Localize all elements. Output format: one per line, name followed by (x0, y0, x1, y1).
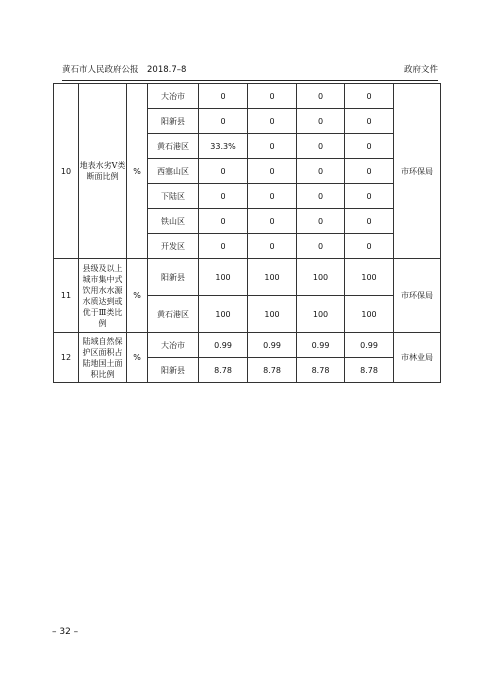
responsible-department: 市环保局 (394, 84, 441, 259)
table-body (54, 84, 441, 383)
value-cell: 0 (345, 134, 394, 159)
table-row (54, 333, 441, 358)
region-name: 黄石港区 (148, 134, 199, 159)
row-number: 12 (54, 333, 79, 383)
value-cell: 0 (199, 159, 248, 184)
indicator-name: 陆域自然保护区面积占陆地国土面积比例 (79, 333, 127, 383)
value-cell: 8.78 (297, 358, 345, 383)
value-cell: 0 (345, 209, 394, 234)
region-name: 大冶市 (148, 333, 199, 358)
region-name: 黄石港区 (148, 296, 199, 333)
table-row (54, 259, 441, 296)
page-header (62, 63, 438, 77)
unit: % (127, 333, 148, 383)
value-cell: 0 (345, 159, 394, 184)
value-cell: 0 (199, 109, 248, 134)
value-cell: 0 (248, 209, 297, 234)
value-cell: 0 (345, 234, 394, 259)
header-title: 黄石市人民政府公报 2018.7–8 (62, 65, 187, 75)
value-cell: 0.99 (345, 333, 394, 358)
indicator-table (53, 83, 441, 383)
value-cell: 0 (199, 234, 248, 259)
value-cell: 0 (199, 84, 248, 109)
value-cell: 0.99 (199, 333, 248, 358)
value-cell: 0 (248, 84, 297, 109)
value-cell: 0 (345, 109, 394, 134)
value-cell: 100 (345, 296, 394, 333)
value-cell: 0 (297, 184, 345, 209)
unit: % (127, 259, 148, 333)
region-name: 下陆区 (148, 184, 199, 209)
value-cell: 100 (248, 296, 297, 333)
responsible-department: 市林业局 (394, 333, 441, 383)
value-cell: 100 (297, 296, 345, 333)
region-name: 阳新县 (148, 109, 199, 134)
value-cell: 0 (248, 234, 297, 259)
value-cell: 0.99 (248, 333, 297, 358)
page-number: – 32 – (52, 627, 79, 637)
region-name: 铁山区 (148, 209, 199, 234)
indicator-name: 地表水劣Ⅴ类断面比例 (79, 84, 127, 259)
region-name: 西塞山区 (148, 159, 199, 184)
row-number: 11 (54, 259, 79, 333)
row-number: 10 (54, 84, 79, 259)
value-cell: 0 (248, 134, 297, 159)
value-cell: 0 (297, 134, 345, 159)
region-name: 阳新县 (148, 358, 199, 383)
table-row (54, 84, 441, 109)
value-cell: 100 (199, 259, 248, 296)
value-cell: 8.78 (199, 358, 248, 383)
header-divider (62, 80, 438, 81)
value-cell: 0 (248, 159, 297, 184)
value-cell: 0 (345, 184, 394, 209)
value-cell: 0 (248, 184, 297, 209)
value-cell: 0 (297, 109, 345, 134)
region-name: 阳新县 (148, 259, 199, 296)
value-cell: 100 (199, 296, 248, 333)
responsible-department: 市环保局 (394, 259, 441, 333)
value-cell: 0 (297, 209, 345, 234)
value-cell: 0 (248, 109, 297, 134)
region-name: 大冶市 (148, 84, 199, 109)
header-section: 政府文件 (403, 65, 438, 75)
value-cell: 0 (345, 84, 394, 109)
value-cell: 0 (199, 209, 248, 234)
value-cell: 100 (345, 259, 394, 296)
value-cell: 0.99 (297, 333, 345, 358)
region-name: 开发区 (148, 234, 199, 259)
value-cell: 0 (297, 84, 345, 109)
value-cell: 8.78 (248, 358, 297, 383)
value-cell: 0 (297, 234, 345, 259)
indicator-name: 县级及以上城市集中式饮用水水源水质达到或优于Ⅲ类比例 (79, 259, 127, 333)
unit: % (127, 84, 148, 259)
value-cell: 33.3% (199, 134, 248, 159)
value-cell: 0 (297, 159, 345, 184)
value-cell: 8.78 (345, 358, 394, 383)
value-cell: 100 (248, 259, 297, 296)
value-cell: 100 (297, 259, 345, 296)
value-cell: 0 (199, 184, 248, 209)
